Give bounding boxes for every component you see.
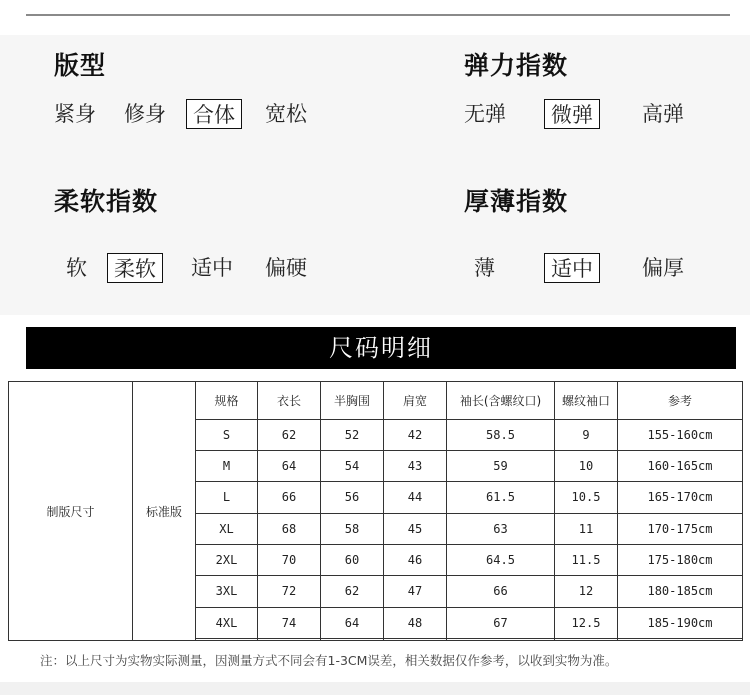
cell-size: XL — [196, 513, 258, 544]
thickness-title: 厚薄指数 — [464, 187, 569, 216]
cell-cuff: 9 — [555, 419, 618, 450]
col-header-shoulder: 肩宽 — [384, 382, 447, 420]
elasticity-option-none: 无弹 — [464, 102, 506, 126]
thickness-option-thick: 偏厚 — [642, 256, 684, 280]
thickness-option-thin: 薄 — [474, 256, 495, 280]
cell-cuff: 12.5 — [555, 607, 618, 638]
fit-option-regular-selected: 合体 — [186, 99, 242, 129]
softness-option-medium: 适中 — [191, 256, 233, 280]
cell-half-chest: 62 — [321, 576, 384, 607]
cell-reference: 170-175cm — [618, 513, 743, 544]
softness-title: 柔软指数 — [54, 187, 159, 216]
cell-reference: 180-185cm — [618, 576, 743, 607]
cell-shoulder: 44 — [384, 482, 447, 513]
cell-shoulder: 42 — [384, 419, 447, 450]
col-header-length: 衣长 — [258, 382, 321, 420]
cell-reference: 185-190cm — [618, 607, 743, 638]
cell-length: 62 — [258, 419, 321, 450]
cell-half-chest: 64 — [321, 607, 384, 638]
cell-sleeve: 58.5 — [447, 419, 555, 450]
cell-half-chest: 56 — [321, 482, 384, 513]
thickness-option-medium-selected: 适中 — [544, 253, 600, 283]
col-header-size: 规格 — [196, 382, 258, 420]
table-header-row — [9, 382, 743, 420]
cell-half-chest: 58 — [321, 513, 384, 544]
cell-sleeve: 63 — [447, 513, 555, 544]
cell-length: 74 — [258, 607, 321, 638]
cell-cuff: 11.5 — [555, 544, 618, 575]
elasticity-option-slight-selected: 微弹 — [544, 99, 600, 129]
fit-option-tight: 紧身 — [54, 102, 96, 126]
cell-cuff: 11 — [555, 513, 618, 544]
softness-option-soft: 软 — [66, 256, 87, 280]
cell-sleeve: 61.5 — [447, 482, 555, 513]
col-header-sleeve: 袖长(含螺纹口) — [447, 382, 555, 420]
bottom-band — [0, 682, 750, 695]
cell-reference: 155-160cm — [618, 419, 743, 450]
measurement-note: 注：以上尺寸为实物实际测量，因测量方式不同会有1-3CM误差，相关数据仅作参考，以收到实物为准。 — [40, 653, 618, 668]
fit-title: 版型 — [54, 51, 107, 80]
cell-size: 4XL — [196, 607, 258, 638]
fit-option-loose: 宽松 — [265, 102, 307, 126]
cell-length: 66 — [258, 482, 321, 513]
cell-half-chest: 60 — [321, 544, 384, 575]
cell-shoulder: 43 — [384, 450, 447, 481]
cell-sleeve: 67 — [447, 607, 555, 638]
size-table — [8, 381, 743, 641]
cell-shoulder: 47 — [384, 576, 447, 607]
cell-half-chest: 52 — [321, 419, 384, 450]
cell-shoulder: 46 — [384, 544, 447, 575]
cell-sleeve: 59 — [447, 450, 555, 481]
cell-sleeve: 64.5 — [447, 544, 555, 575]
cell-size: L — [196, 482, 258, 513]
cell-reference: 165-170cm — [618, 482, 743, 513]
cell-cuff: 10.5 — [555, 482, 618, 513]
cell-length: 64 — [258, 450, 321, 481]
col-header-cuff: 螺纹袖口 — [555, 382, 618, 420]
col-header-half-chest: 半胸围 — [321, 382, 384, 420]
cell-length: 72 — [258, 576, 321, 607]
cell-cuff: 12 — [555, 576, 618, 607]
cell-size: 3XL — [196, 576, 258, 607]
row-label-standard: 标准版 — [133, 382, 196, 641]
elasticity-title: 弹力指数 — [464, 51, 569, 80]
cell-cuff: 10 — [555, 450, 618, 481]
fit-option-slim: 修身 — [124, 102, 166, 126]
row-label-pattern-size: 制版尺寸 — [9, 382, 133, 641]
cell-size: M — [196, 450, 258, 481]
top-divider — [26, 14, 730, 16]
cell-reference: 175-180cm — [618, 544, 743, 575]
elasticity-option-high: 高弹 — [642, 102, 684, 126]
cell-shoulder: 45 — [384, 513, 447, 544]
col-header-reference: 参考 — [618, 382, 743, 420]
softness-option-very-soft-selected: 柔软 — [107, 253, 163, 283]
cell-reference: 160-165cm — [618, 450, 743, 481]
softness-option-hard: 偏硬 — [265, 256, 307, 280]
cell-sleeve: 66 — [447, 576, 555, 607]
cell-length: 68 — [258, 513, 321, 544]
size-chart-banner: 尺码明细 — [26, 327, 736, 369]
cell-half-chest: 54 — [321, 450, 384, 481]
cell-size: S — [196, 419, 258, 450]
cell-shoulder: 48 — [384, 607, 447, 638]
cell-length: 70 — [258, 544, 321, 575]
cell-size: 2XL — [196, 544, 258, 575]
